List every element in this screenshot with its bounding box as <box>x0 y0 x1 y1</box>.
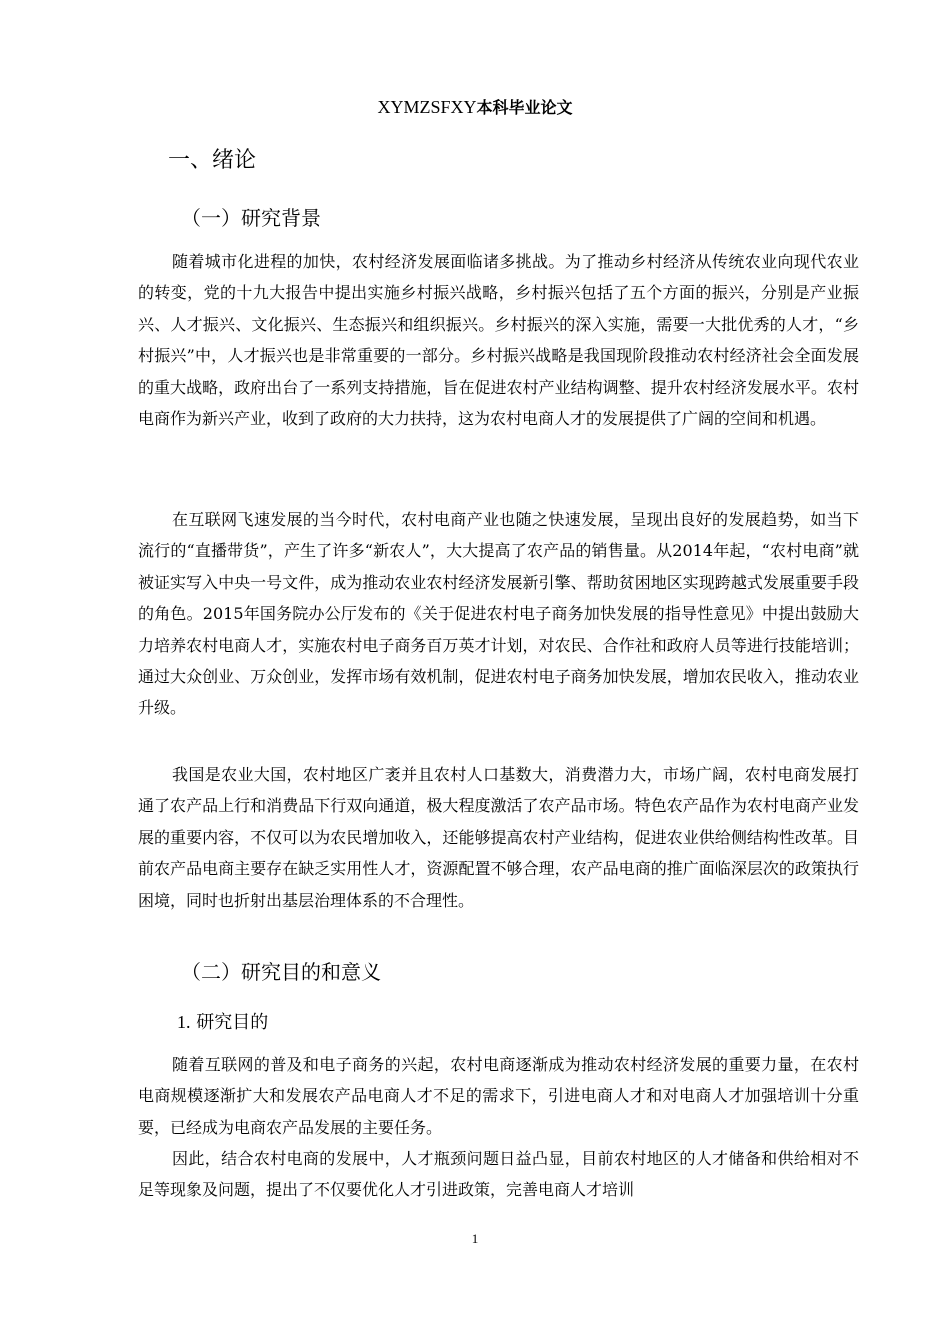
body-paragraph: 因此，结合农村电商的发展中，人才瓶颈问题日益凸显，目前农村地区的人才储备和供给相对不足等现象及问题，提出了不仅要优化人才引进政策，完善电商人才培训 <box>138 1149 859 1200</box>
section-heading-background: （一）研究背景 <box>181 206 321 230</box>
header-code: XYMZSFXY <box>377 97 477 117</box>
body-paragraph: 随着互联网的普及和电子商务的兴起，农村电商逐渐成为推动农村经济发展的重要力量，在农村电商规模逐渐扩大和发展农产品电商人才不足的需求下，引进电商人才和对电商人才加强培训十分重要，已经成为电商农产品发展的主要任务。 <box>138 1055 859 1137</box>
chapter-heading: 一、绪论 <box>168 148 257 173</box>
running-header <box>0 94 950 121</box>
subsection-heading-purpose <box>177 1009 268 1036</box>
header-title: 本科毕业论文 <box>476 98 573 117</box>
body-paragraph: 我国是农业大国，农村地区广袤并且农村人口基数大，消费潜力大，市场广阔，农村电商发展打通了农产品上行和消费品下行双向通道，极大程度激活了农产品市场。特色农产品作为农村电商产业发展的重要内容，不仅可以为农民增加收入，还能够提高农村产业结构，促进农业供给侧结构性改革。目前农产品电商主要存在缺乏实用性人才，资源配置不够合理，农产品电商的推广面临深层次的政策执行困境，同时也折射出基层治理体系的不合理性。 <box>138 765 859 910</box>
body-paragraph: 在互联网飞速发展的当今时代，农村电商产业也随之快速发展，呈现出良好的发展趋势，如当下流行的“直播带货”，产生了许多“新农人”，大大提高了农产品的销售量。从2014年起，“农村电商”就被证实写入中央一号文件，成为推动农业农村经济发展新引擎、帮助贫困地区实现跨越式发展重要手段的角色。2015年国务院办公厅发布的《关于促进农村电子商务加快发展的指导性意见》中提出鼓励大力培养农村电商人才，实施农村电子商务百万英才计划，对农民、合作社和政府人员等进行技能培训；通过大众创业、万众创业，发挥市场有效机制，促进农村电子商务加快发展，增加农民收入，推动农业升级。 <box>138 510 859 718</box>
subsection-title: 研究目的 <box>196 1012 269 1033</box>
subsection-number: 1. <box>177 1012 191 1032</box>
section-heading-purpose-significance: （二）研究目的和意义 <box>181 960 381 984</box>
body-paragraph: 随着城市化进程的加快，农村经济发展面临诸多挑战。为了推动乡村经济从传统农业向现代农业的转变，党的十九大报告中提出实施乡村振兴战略，乡村振兴包括了五个方面的振兴，分别是产业振兴、人才振兴、文化振兴、生态振兴和组织振兴。乡村振兴的深入实施，需要一大批优秀的人才，“乡村振兴”中，人才振兴也是非常重要的一部分。乡村振兴战略是我国现阶段推动农村经济社会全面发展的重大战略，政府出台了一系列支持措施，旨在促进农村产业结构调整、提升农村经济发展水平。农村电商作为新兴产业，收到了政府的大力扶持，这为农村电商人才的发展提供了广阔的空间和机遇。 <box>138 252 859 429</box>
page-number: 1 <box>471 1231 479 1246</box>
